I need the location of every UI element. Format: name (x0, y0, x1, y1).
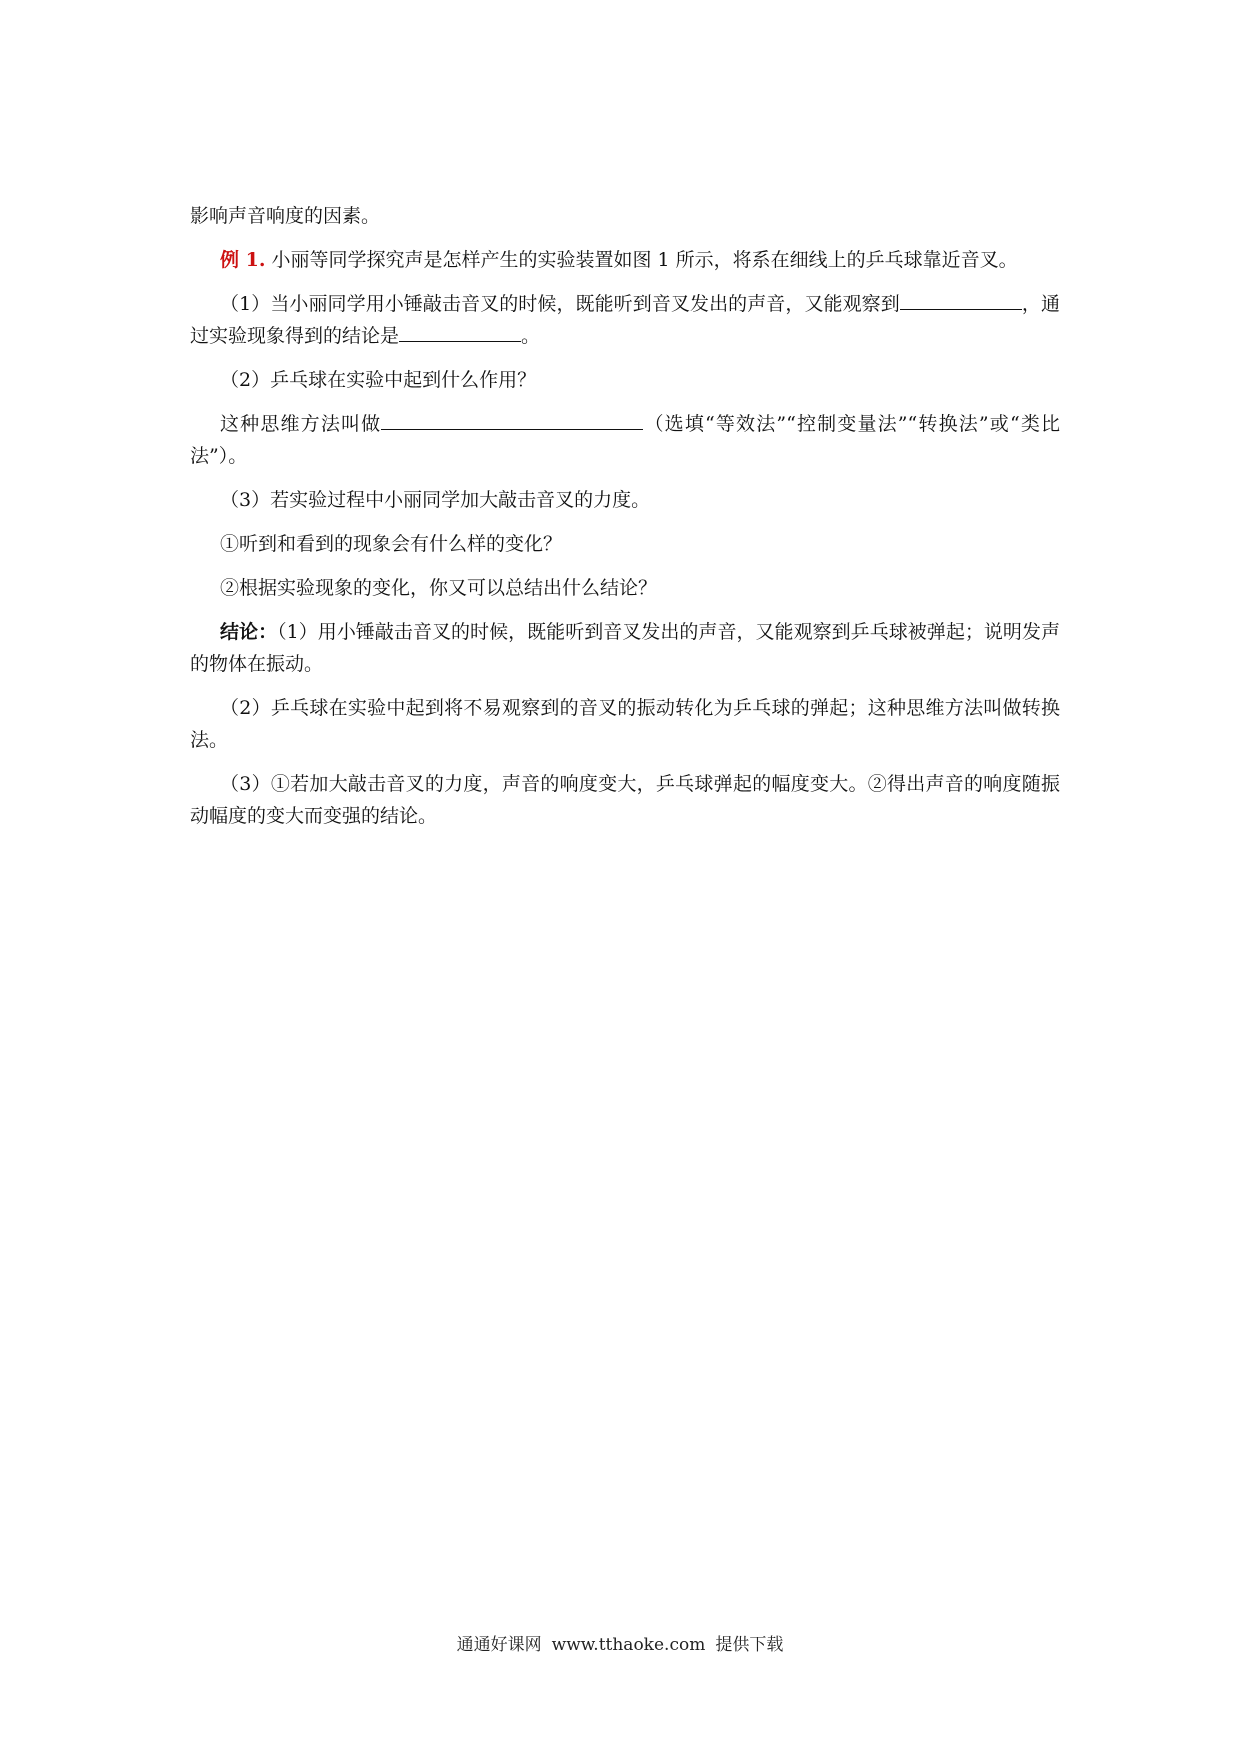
conclusion-1-text: （1）用小锤敲击音叉的时候，既能听到音叉发出的声音，又能观察到乒乓球被弹起；说明发声的物体在振动。 (190, 621, 1060, 675)
intro-line: 影响声音响度的因素。 (190, 205, 381, 227)
footer-site: 通通好课网 (456, 1635, 542, 1655)
example-label: 例 1. (220, 249, 266, 271)
method-options: （选填“等效法”“控制变量法”“转换法”或“类比法”）。 (190, 413, 1060, 467)
question-1-text-b: ，通过实验现象得到的结论是 (190, 293, 1060, 347)
method-prompt: 这种思维方法叫做 (220, 413, 382, 435)
page-footer (0, 1630, 1240, 1655)
conclusion-1 (190, 616, 1060, 680)
answer-blank-2 (399, 340, 521, 342)
conclusion-2: （2）乒乓球在实验中起到将不易观察到的音叉的振动转化为乒乓球的弹起；这种思维方法叫做转换法。 (190, 697, 1060, 751)
answer-blank-1 (900, 308, 1022, 310)
answer-blank-3 (381, 428, 643, 430)
question-1 (190, 288, 1060, 352)
conclusion-3: （3）①若加大敲击音叉的力度，声音的响度变大，乒乓球弹起的幅度变大。②得出声音的响度随振动幅度的变大而变强的结论。 (190, 773, 1060, 827)
document-body (190, 200, 1060, 844)
question-3-sub-2: ②根据实验现象的变化，你又可以总结出什么结论？ (220, 577, 658, 599)
question-2: （2）乒乓球在实验中起到什么作用？ (220, 369, 537, 391)
conclusion-label: 结论： (220, 621, 278, 643)
question-3-sub-1: ①听到和看到的现象会有什么样的变化？ (220, 533, 563, 555)
example-text: 小丽等同学探究声是怎样产生的实验装置如图 1 所示，将系在细线上的乒乓球靠近音叉。 (271, 249, 1018, 271)
question-1-end: 。 (521, 325, 541, 347)
question-3: （3）若实验过程中小丽同学加大敲击音叉的力度。 (220, 489, 651, 511)
question-2-method (190, 408, 1060, 472)
footer-url: www.tthaoke.com (551, 1635, 706, 1655)
question-1-text: （1）当小丽同学用小锤敲击音叉的时候，既能听到音叉发出的声音，又能观察到 (220, 293, 900, 315)
footer-suffix: 提供下载 (715, 1635, 784, 1655)
example-1 (190, 244, 1060, 276)
